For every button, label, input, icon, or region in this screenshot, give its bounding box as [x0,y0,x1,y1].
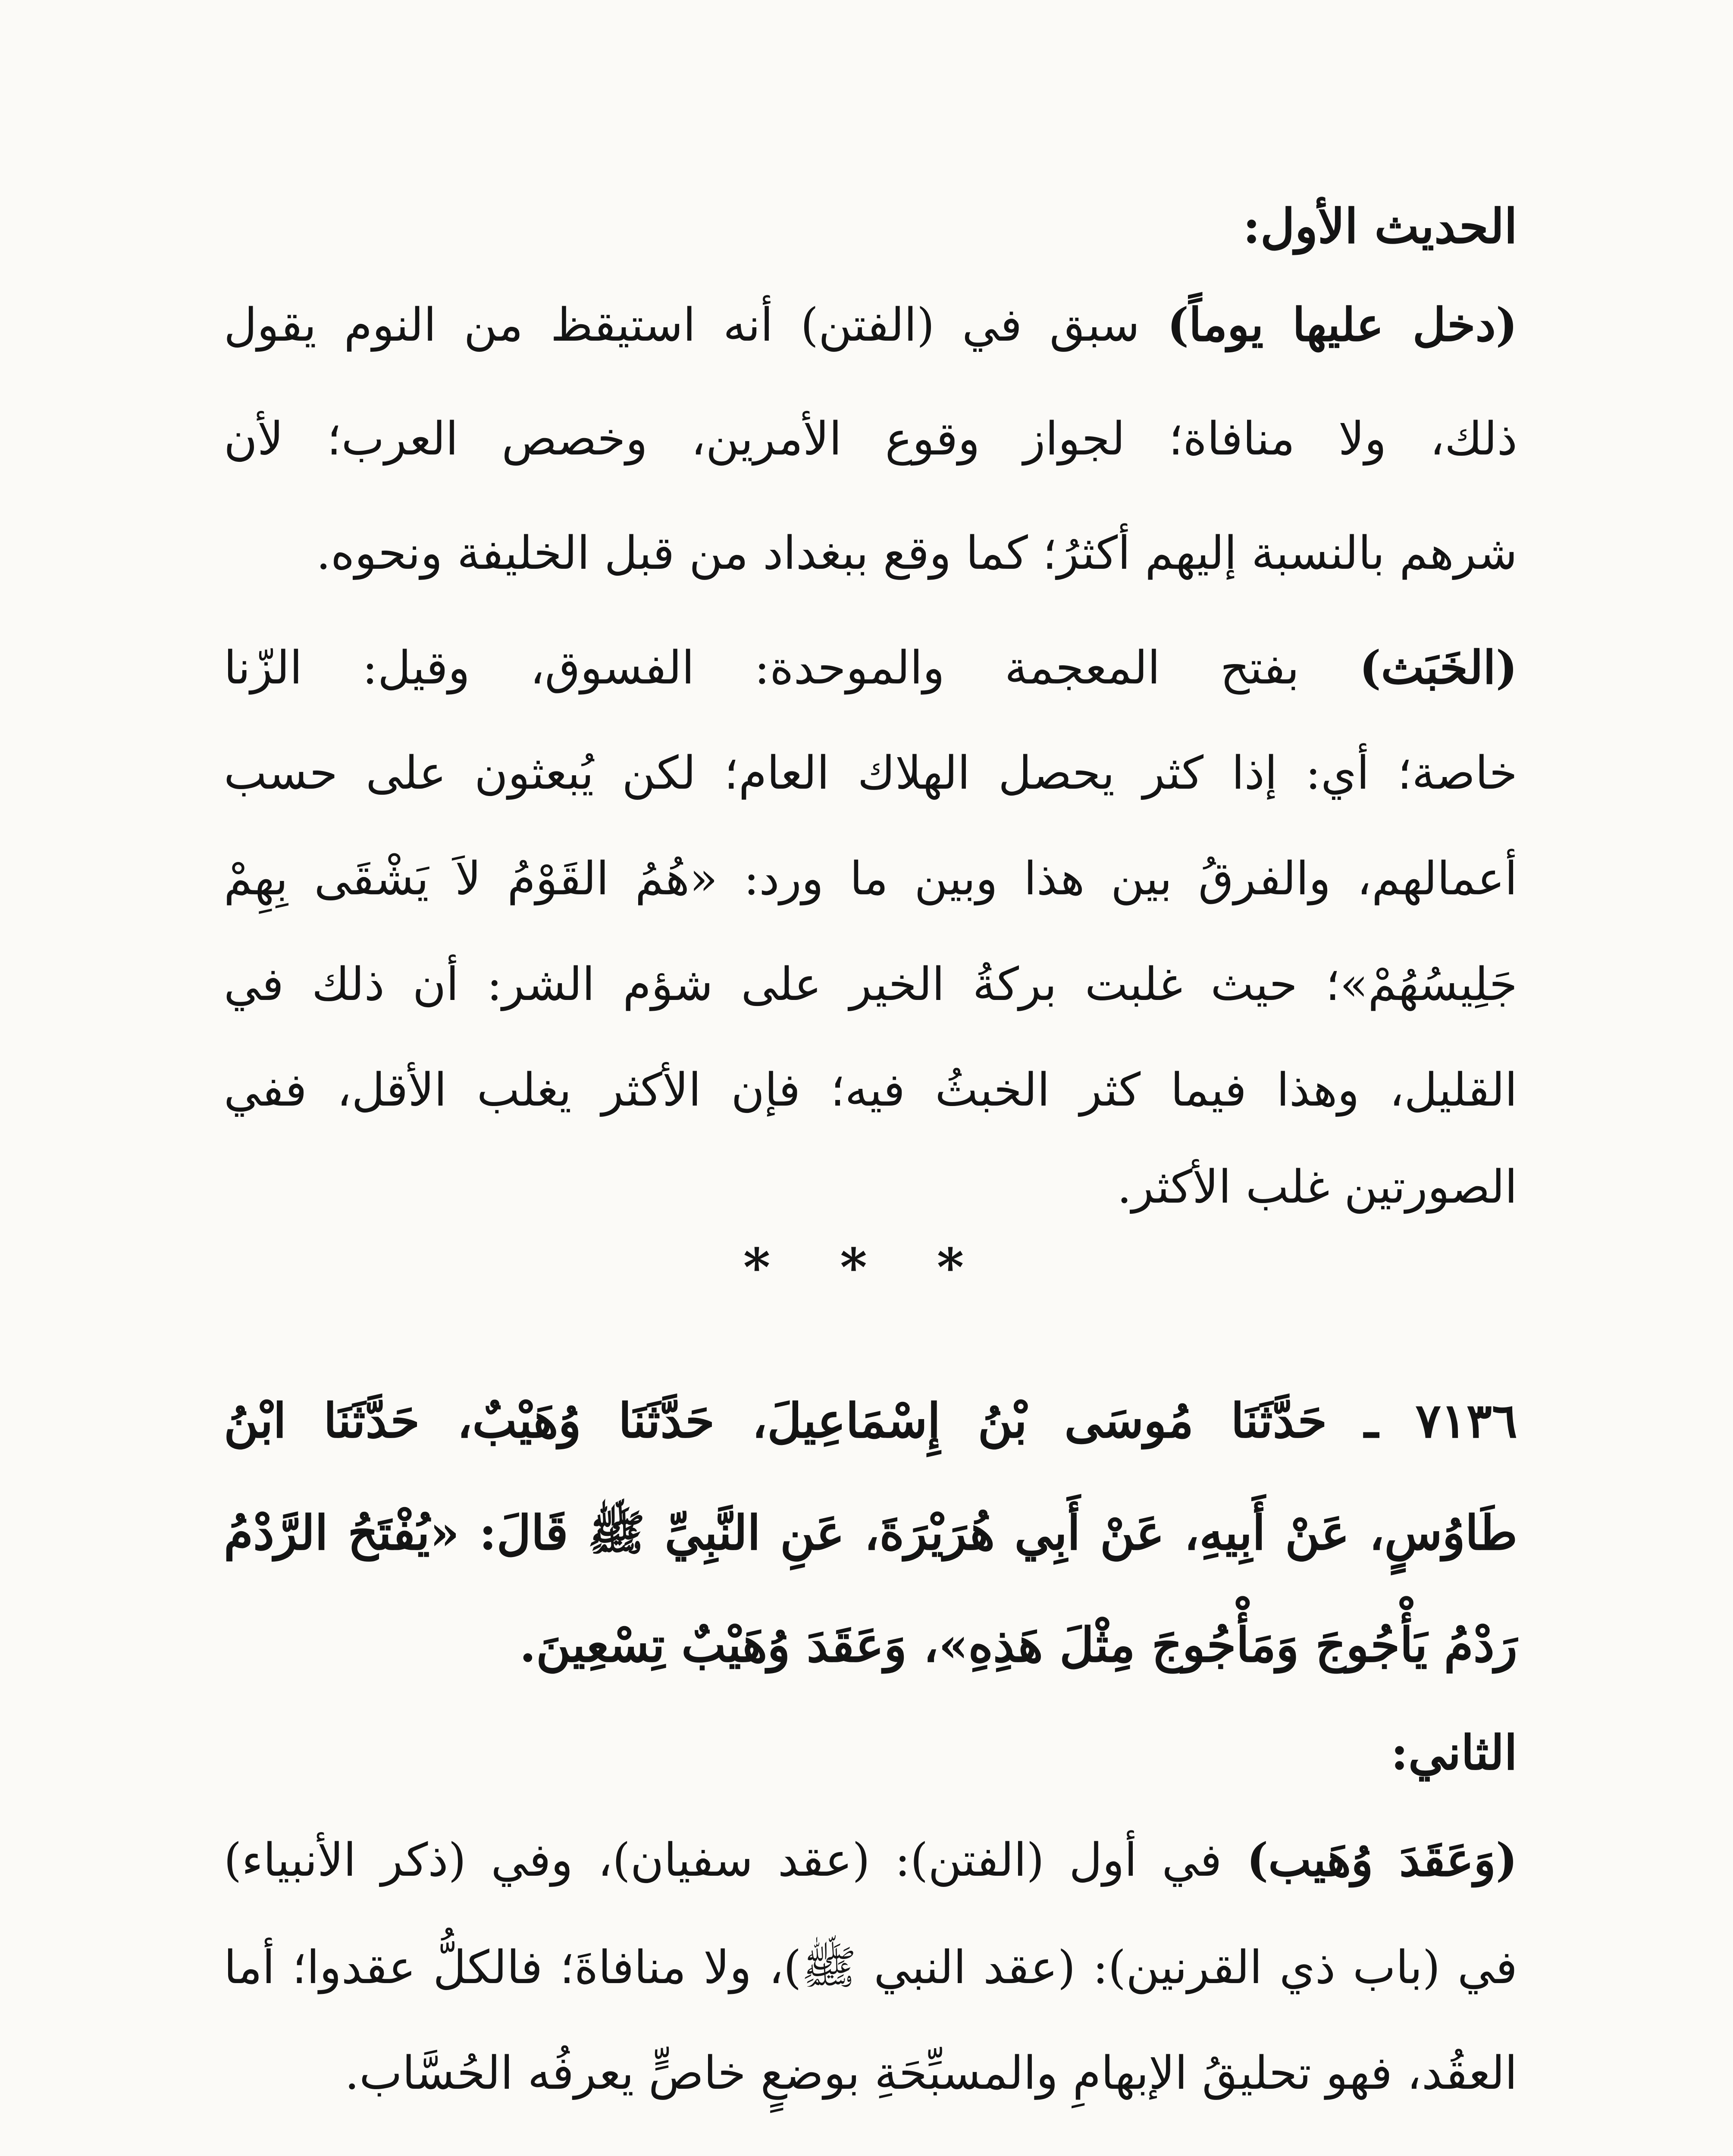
line-text: شرهم بالنسبة إليهم أكثرُ؛ كما وقع ببغداد من قبل الخليفة ونحوه. [316,526,1517,580]
paragraph-line [224,526,1517,580]
paragraph-line [224,1160,1517,1213]
paragraph-line [224,640,1517,694]
paragraph-line [224,958,1517,1011]
paragraph-line [224,852,1517,905]
line-text: العقُد، فهو تحليقُ الإبهامِ والمسبِّحَةِ بوضعٍ خاصٍّ يعرفُه الحُسَّاب. [345,2046,1517,2100]
paragraph-line [224,1063,1517,1116]
bold-term: (دخل عليها يوماً) [1167,298,1517,351]
line-text: القليل، وهذا فيما كثر الخبثُ فيه؛ فإن الأكثر يغلب الأقل، ففي [224,1063,1517,1116]
paragraph-line [224,298,1517,351]
line-text: جَلِيسُهُمْ»؛ حيث غلبت بركةُ الخير على شؤم الشر: أن ذلك في [224,958,1517,1011]
bold-term: (وَعَقَدَ وُهَيب) [1247,1833,1517,1887]
paragraph-line [224,746,1517,799]
paragraph-line [224,1833,1517,1887]
section-2-heading: الثاني: [1391,1725,1517,1780]
section-1-heading: الحديث الأول: [1243,198,1517,254]
line-text: بفتح المعجمة والموحدة: الفسوق، وقيل: الزّنا [224,641,1360,694]
paragraph-line [224,2046,1517,2100]
paragraph-line [224,412,1517,465]
hadith-line: طَاوُسٍ، عَنْ أَبِيهِ، عَنْ أَبِي هُرَيْرَةَ، عَنِ النَّبِيِّ ﷺ قَالَ: «يُفْتَحُ الرَّدْمُ [224,1505,1517,1561]
hadith-line: رَدْمُ يَأْجُوجَ وَمَأْجُوجَ مِثْلَ هَذِهِ»، وَعَقَدَ وُهَيْبٌ تِسْعِينَ. [519,1617,1517,1673]
line-text: في أول (الفتن): (عقد سفيان)، وفي (ذكر الأنبياء) [224,1833,1247,1887]
bold-term: (الخَبَث) [1359,640,1517,694]
hadith-line: ٧١٣٦ ـ حَدَّثَنَا مُوسَى بْنُ إِسْمَاعِيلَ، حَدَّثَنَا وُهَيْبٌ، حَدَّثَنَا ابْنُ [224,1393,1517,1448]
paragraph-line [224,1941,1517,1994]
section-separator: * * * [743,1237,990,1298]
line-text: ذلك، ولا منافاة؛ لجواز وقوع الأمرين، وخصص العرب؛ لأن [224,412,1517,465]
line-text: الصورتين غلب الأكثر. [1117,1160,1517,1213]
line-text: في (باب ذي القرنين): (عقد النبي ﷺ)، ولا منافاةَ؛ فالكلُّ عقدوا؛ أما [224,1941,1517,1994]
line-text: خاصة؛ أي: إذا كثر يحصل الهلاك العام؛ لكن يُبعثون على حسب [224,746,1517,799]
line-text: سبق في (الفتن) أنه استيقظ من النوم يقول [224,298,1167,351]
line-text: أعمالهم، والفرقُ بين هذا وبين ما ورد: «هُمُ القَوْمُ لاَ يَشْقَى بِهِمْ [224,852,1517,905]
